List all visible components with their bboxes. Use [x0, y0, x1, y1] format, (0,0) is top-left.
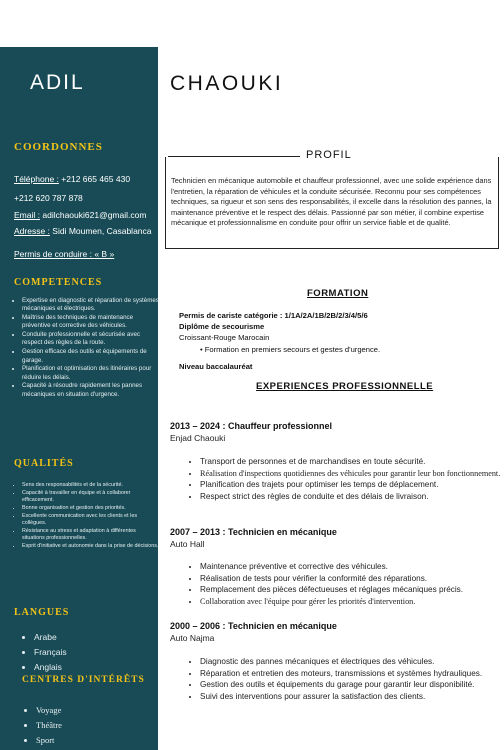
list-item: • Résistance au stress et adaptation à différentes situations professionnelles.: [22, 528, 160, 543]
qualites-list: [14, 482, 160, 551]
list-item: • Réalisation de tests pour vérifier la conformité des réparations.: [200, 573, 504, 585]
license-value: « B »: [94, 249, 115, 259]
list-item: • Esprit d'initiative et autonomie dans la prise de décisions.: [22, 543, 160, 550]
formation-course-text: Formation en premiers secours et gestes d'urgence.: [204, 345, 381, 354]
interets-list: [28, 703, 174, 748]
job-title: 2000 – 2006 : Technicien en mécanique: [170, 621, 337, 631]
competences-list: [14, 297, 160, 400]
list-item: • Arabe: [34, 630, 172, 645]
list-item: • Diagnostic des pannes mécaniques et électriques des véhicules.: [200, 656, 504, 668]
formation-title: FORMATION: [307, 288, 369, 299]
formation-org: Croissant-Rouge Marocain: [179, 333, 270, 342]
langues-list: [26, 630, 172, 675]
list-item: • Planification et optimisation des itinéraires pour réduire les délais.: [22, 365, 160, 382]
phone-label: Téléphone :: [14, 174, 59, 184]
list-item: • Bonne organisation et gestion des priorités.: [22, 505, 160, 512]
coordonnees-title: COORDONNES: [14, 141, 103, 153]
list-item: • Gestion des outils et équipements du garage pour garantir leur disponibilité.: [200, 679, 504, 691]
job-tasks: [188, 456, 504, 502]
job-tasks: [188, 656, 504, 702]
list-item: • Excellente communication avec les clients et les collègues.: [22, 513, 160, 528]
list-item: • Suivi des interventions pour assurer la satisfaction des clients.: [200, 691, 504, 703]
qualites-title: QUALITÉS: [14, 458, 74, 469]
profil-text: Technicien en mécanique automobile et chauffeur professionnel, avec une solide expérience dans l'entretien, la réparation de véhicules et la conduite sécurisée. Reconnu pour ses compétences techniques, sa rigueur et son sens des responsabilités, il excelle dans la résolution des pannes, la maintenance préventive et le respect des délais. Passionné par son métier, il combine expertise mécanique et professionnalisme en conduite pour offrir un service fiable et de qualité.: [171, 176, 492, 228]
list-item: • Voyage: [36, 703, 174, 718]
langues-title: LANGUES: [14, 607, 70, 618]
address-value: Sidi Moumen, Casablanca: [52, 226, 152, 236]
list-item: • Sport: [36, 733, 174, 748]
first-name: ADIL: [30, 71, 85, 94]
list-item: • Réalisation d'inspections quotidiennes des véhicules pour garantir leur bon fonctionnement.: [200, 468, 504, 480]
list-item: • Maîtrise des techniques de maintenance préventive et corrective des véhicules.: [22, 314, 160, 331]
list-item: • Réparation et entretien des moteurs, transmissions et systèmes hydrauliques.: [200, 668, 504, 680]
job-tasks: [188, 561, 504, 607]
list-item: • Remplacement des pièces défectueuses et réglages mécaniques précis.: [200, 584, 504, 596]
list-item: • Collaboration avec l'équipe pour gérer les priorités d'intervention.: [200, 596, 504, 608]
list-item: • Gestion efficace des outils et équipements de garage.: [22, 348, 160, 365]
sidebar: [0, 47, 158, 750]
list-item: • Conduite professionnelle et sécurisée avec respect des règles de la route.: [22, 331, 160, 348]
list-item: • Capacité à travailler en équipe et à collaborer efficacement.: [22, 490, 160, 505]
competences-title: COMPETENCES: [14, 277, 103, 288]
list-item: • Transport de personnes et de marchandises en toute sécurité.: [200, 456, 504, 468]
job-company: Auto Hall: [170, 539, 205, 549]
email-line: [14, 210, 146, 220]
address-label: Adresse :: [14, 226, 50, 236]
formation-course: • Formation en premiers secours et gestes d'urgence.: [200, 345, 381, 354]
email-label: Email :: [14, 210, 40, 220]
list-item: • Respect strict des règles de conduite et des délais de livraison.: [200, 491, 504, 503]
list-item: • Maintenance préventive et corrective des véhicules.: [200, 561, 504, 573]
formation-level: Niveau baccalauréat: [179, 362, 253, 371]
experiences-title: EXPERIENCES PROFESSIONNELLE: [256, 381, 434, 392]
profil-title: PROFIL: [306, 149, 352, 161]
phone-2[interactable]: +212 620 787 878: [14, 193, 83, 203]
email-value[interactable]: adilchaouki621@gmail.com: [42, 210, 147, 220]
formation-diploma: Diplôme de secourisme: [179, 322, 265, 331]
list-item: • Sens des responsabilités et de la sécurité.: [22, 482, 160, 489]
last-name: CHAOUKI: [170, 72, 284, 95]
interets-title: CENTRES D'INTÉRÊTS: [22, 675, 145, 685]
job-company: Enjad Chaouki: [170, 433, 226, 443]
list-item: • Français: [34, 645, 172, 660]
formation-license: Permis de cariste catégorie : 1/1A/2A/1B/2B/2/3/4/5/6: [179, 311, 368, 320]
list-item: • Planification des trajets pour optimiser les temps de déplacement.: [200, 479, 504, 491]
phone-1[interactable]: +212 665 465 430: [61, 174, 131, 184]
list-item: • Expertise en diagnostic et réparation de systèmes mécaniques et électriques.: [22, 297, 160, 314]
job-company: Auto Najma: [170, 633, 215, 643]
license-line: [14, 249, 114, 259]
list-item: • Théâtre: [36, 718, 174, 733]
license-label: Permis de conduire :: [14, 249, 92, 259]
address-line: [14, 226, 152, 236]
list-item: • Anglais: [34, 660, 172, 675]
job-title: 2013 – 2024 : Chauffeur professionnel: [170, 421, 333, 431]
phone-line: [14, 174, 130, 184]
list-item: • Capacité à résoudre rapidement les pannes mécaniques en situation d'urgence.: [22, 382, 160, 399]
job-title: 2007 – 2013 : Technicien en mécanique: [170, 527, 337, 537]
